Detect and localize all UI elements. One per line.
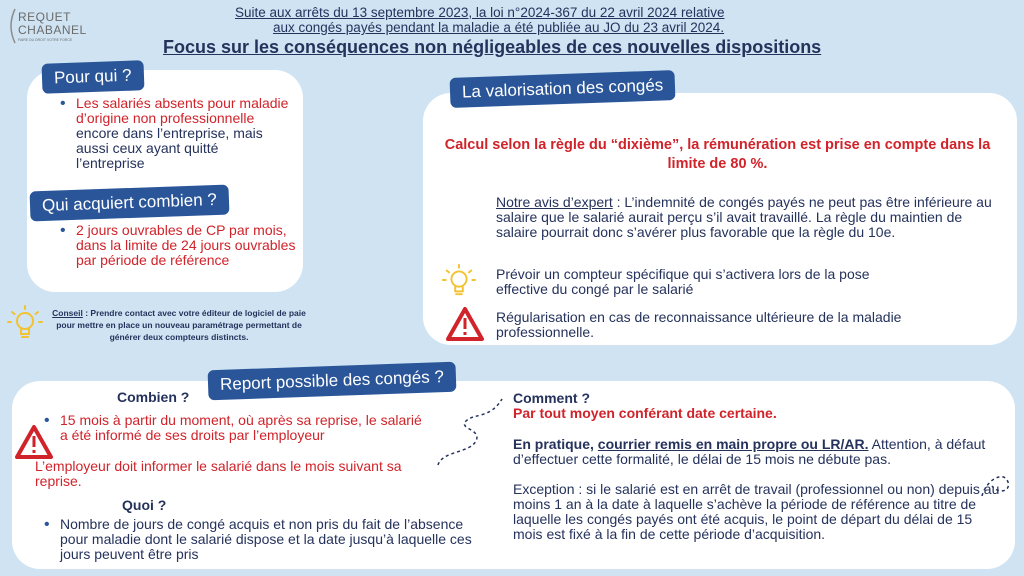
pour-qui-list — [60, 96, 290, 171]
quoi-item: • Nombre de jours de congé acquis et non pris du fait de l’absence pour maladie dont le salarié dispose et la date jusqu’à laquelle ces jours peuvent être pris — [44, 517, 474, 562]
qui-acquiert-item: • 2 jours ouvrables de CP par mois, dans la limite de 24 jours ouvrables par période de référence — [60, 223, 296, 268]
comment-text: Par tout moyen conférant date certaine. — [513, 405, 777, 421]
pour-qui-label: Pour qui ? — [42, 60, 144, 94]
logo-line1: REQUET — [18, 10, 72, 24]
compteur-text: Prévoir un compteur spécifique qui s’activera lors de la pose effective du congé par le salarié — [496, 266, 870, 297]
pratique-method: courrier remis en main propre ou LR/AR. — [597, 436, 869, 452]
combien-list — [44, 413, 424, 443]
pour-qui-text-red: Les salariés absents pour maladie d’origine non professionnelle — [76, 95, 289, 126]
avis-expert — [496, 195, 1001, 240]
comment-title: Comment ? — [513, 390, 590, 406]
avis-expert-label: Notre avis d’expert — [496, 194, 613, 210]
pour-qui-item — [60, 96, 290, 171]
qui-acquiert-label: Qui acquiert combien ? — [30, 185, 230, 222]
warning-icon-2 — [14, 424, 54, 460]
combien-item: • 15 mois à partir du moment, où après sa reprise, le salarié a été informé de ses droits par l’employeur — [44, 413, 424, 443]
conseil-label: Conseil — [52, 308, 83, 318]
pratique-note: Attention, à défaut d’effectuer cette formalité, le délai de 15 mois ne débute pas. — [513, 436, 986, 467]
conseil-text — [50, 307, 308, 343]
exception-text: Exception : si le salarié est en arrêt de travail (professionnel ou non) depuis au moins 1 an à la date à laquelle s’achève la période de référence au titre de laquelle les congés payés ont été acquis, le point de départ du délai de 15 mois est fixé à la fin de cette période d’acquisition. — [513, 481, 1000, 542]
lightbulb-icon-2 — [441, 262, 477, 298]
avis-expert-text: : L’indemnité de congés payés ne peut pas être inférieure au salaire que le salarié aurait perçu s’il avait travaillé. La règle du maintien de salaire pourrait donc s’avérer plus favorable que la règle du 10e. — [496, 194, 992, 240]
logo-bracket-icon — [6, 8, 16, 44]
logo-tagline: FAIRE DU DROIT VOTRE FORCE — [18, 38, 73, 42]
pratique-text — [513, 437, 1008, 467]
logo-line2: CHABANEL — [18, 23, 87, 37]
qui-acquiert-list — [60, 223, 296, 268]
quoi-title: Quoi ? — [122, 497, 167, 513]
dashed-connector-icon — [432, 393, 512, 471]
page-title: Focus sur les conséquences non négligeables de ces nouvelles dispositions — [163, 37, 822, 57]
header-line-1: Suite aux arrêts du 13 septembre 2023, la loi n°2024-367 du 22 avril 2024 relative — [235, 5, 725, 20]
quoi-list — [44, 517, 474, 562]
logo — [6, 6, 101, 46]
conseil-body: : Prendre contact avec votre éditeur de logiciel de paie pour mettre en place un nouveau paramétrage permettant de générer deux compteurs distincts. — [56, 308, 306, 342]
regularisation-text: Régularisation en cas de reconnaissance ultérieure de la maladie professionnelle. — [496, 309, 902, 340]
pratique-lead: En pratique, — [513, 436, 598, 452]
combien-title: Combien ? — [117, 389, 190, 405]
valorisation-label: La valorisation des congés — [450, 70, 676, 108]
warning-icon — [445, 306, 485, 342]
header-line-2: aux congés payés pendant la maladie a été publiée au JO du 23 avril 2024. — [273, 20, 725, 35]
lightbulb-icon — [6, 304, 44, 340]
dashed-loop-icon — [978, 466, 1014, 502]
report-label: Report possible des congés ? — [208, 362, 457, 401]
pour-qui-text-navy: encore dans l’entreprise, mais aussi ceux ayant quitté l’entreprise — [76, 125, 263, 171]
employeur-text: L’employeur doit informer le salarié dans le mois suivant sa reprise. — [35, 458, 402, 489]
valorisation-headline: Calcul selon la règle du “dixième”, la rémunération est prise en compte dans la limite de 80 %. — [444, 137, 991, 172]
